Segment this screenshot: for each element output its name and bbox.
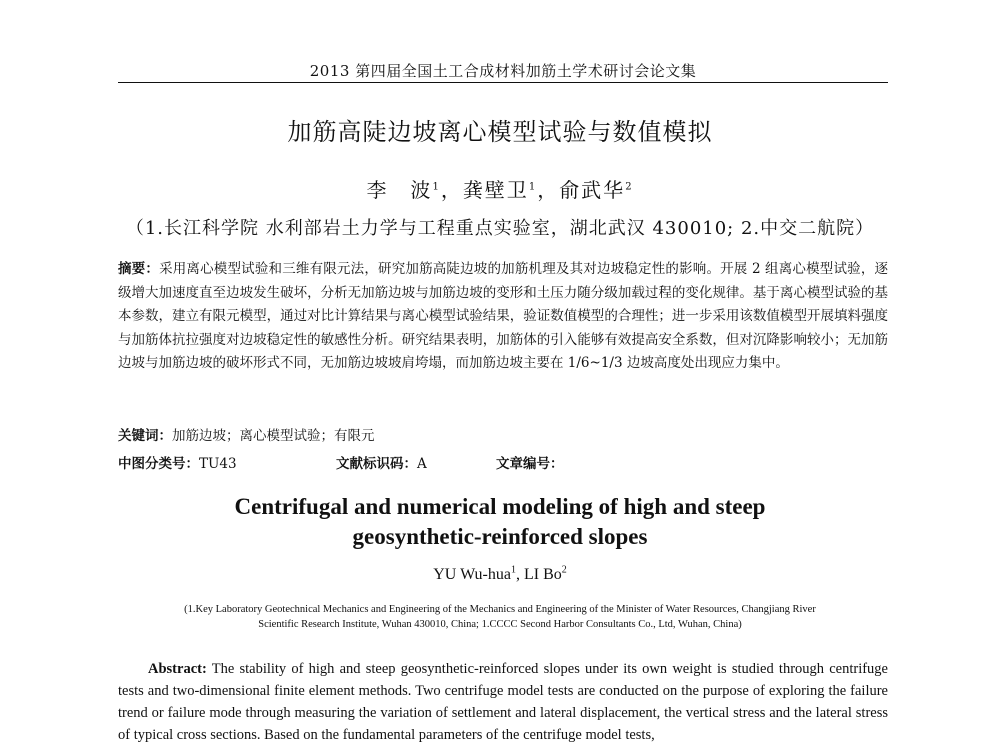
author-affiliation-mark: 1 xyxy=(528,181,538,193)
keywords-text: 加筋边坡；离心模型试验；有限元 xyxy=(172,428,375,444)
title-english-line2: geosynthetic-reinforced slopes xyxy=(352,524,648,549)
author-affiliation-mark: 2 xyxy=(625,181,634,193)
title-chinese: 加筋高陡边坡离心模型试验与数值模拟 xyxy=(287,118,713,146)
keywords-line xyxy=(118,424,888,444)
header-rule xyxy=(118,82,888,83)
clc-label: 中图分类号： xyxy=(118,456,199,472)
title-english xyxy=(0,492,1000,552)
classification-line xyxy=(118,452,888,472)
doc-code-value: A xyxy=(417,456,427,472)
abstract-label: 摘要： xyxy=(118,261,160,277)
running-header: 2013 第四届全国土工合成材料加筋土学术研讨会论文集 xyxy=(309,62,697,80)
abstract-en-text: The stability of high and steep geosynthetic-reinforced slopes under its own weight is studied through centrifuge tests and two-dimensional finite element methods. Two centrifuge model tests are conducted on the purpose of exploring the failure trend or failure mode through measuring the variation of settlement and lateral displacement, the vertical stress and the lateral stress of typical cross sections. Based on the fundamental parameters of the centrifuge model tests, xyxy=(118,661,888,743)
clc-value: TU43 xyxy=(199,456,237,472)
affiliation-chinese: （1.长江科学院 水利部岩土力学与工程重点实验室，湖北武汉 430010; 2.中交二航院） xyxy=(125,218,875,239)
author-name: 李 波 xyxy=(366,178,433,202)
affiliation-english: (1.Key Laboratory Geotechnical Mechanics and Engineering of the Mechanics and Engineering of the Minister of Water Resources, Changjiang River Scientific Research Institute, Wuhan 430010, China; 1.CCCC Second Harbor Consultants Co., Ltd, Wuhan, China) xyxy=(184,604,816,630)
clc-field xyxy=(118,452,336,472)
author-affiliation-mark: 1 xyxy=(510,564,516,576)
title-english-line1: Centrifugal and numerical modeling of high and steep xyxy=(234,494,766,519)
abstract-en-label: Abstract: xyxy=(148,661,207,677)
author-affiliation-mark: 2 xyxy=(561,564,567,576)
author-separator: ， xyxy=(440,178,463,202)
author-name: LI Bo xyxy=(523,566,562,583)
author-name: YU Wu-hua xyxy=(433,566,511,583)
author-separator: ， xyxy=(537,178,560,202)
doc-code-field xyxy=(336,452,496,472)
abstract-english xyxy=(118,658,888,746)
keywords-label: 关键词： xyxy=(118,428,172,444)
doc-code-label: 文献标识码： xyxy=(336,456,417,472)
authors-english xyxy=(0,566,1000,584)
author-affiliation-mark: 1 xyxy=(432,181,441,193)
author-separator: , xyxy=(515,566,524,583)
article-number-label: 文章编号： xyxy=(496,456,564,472)
authors-chinese xyxy=(0,174,1000,203)
abstract-text: 采用离心模型试验和三维有限元法，研究加筋高陡边坡的加筋机理及其对边坡稳定性的影响。开展 2 组离心模型试验，逐级增大加速度直至边坡发生破坏，分析无加筋边坡与加筋边坡的变形和土压力随分级加载过程的变化规律。基于离心模型试验的基本参数，建立有限元模型，通过对比计算结果与离心模型试验结果，验证数值模型的合理性；进一步采用该数值模型开展填料强度与加筋体抗拉强度对边坡稳定性的敏感性分析。研究结果表明，加筋体的引入能够有效提高安全系数，但对沉降影响较小；无加筋边坡与加筋边坡的破坏形式不同，无加筋边坡坡肩垮塌，而加筋边坡主要在 1/6~1/3 边坡高度处出现应力集中。 xyxy=(118,261,889,371)
abstract-chinese xyxy=(118,258,888,376)
author-name: 龚壁卫 xyxy=(462,178,529,202)
article-number-field xyxy=(496,452,564,472)
author-name: 俞武华 xyxy=(559,178,626,202)
